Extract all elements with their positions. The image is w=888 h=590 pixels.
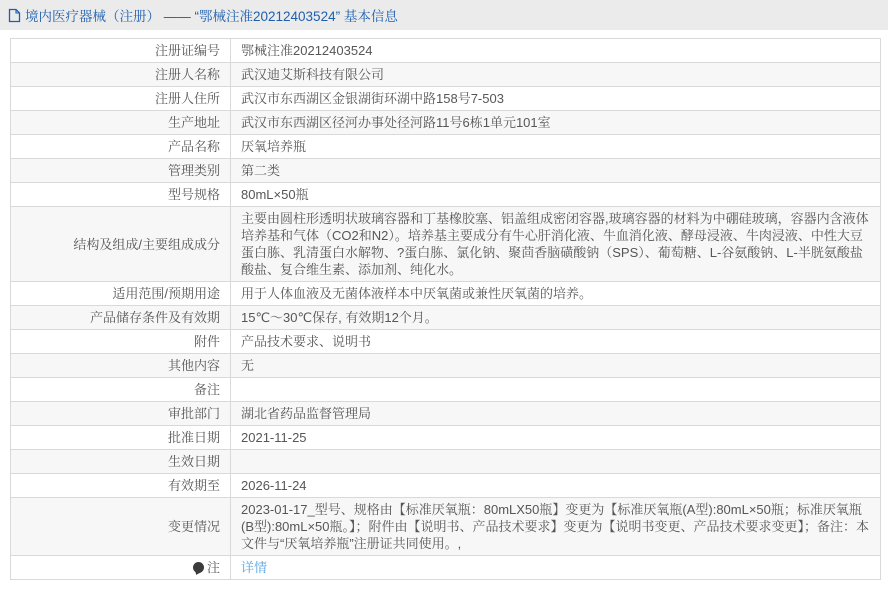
table-row bbox=[11, 87, 881, 111]
row-value: 武汉迪艾斯科技有限公司 bbox=[231, 63, 881, 87]
row-label: 生效日期 bbox=[11, 450, 231, 474]
row-value: 产品技术要求、说明书 bbox=[231, 330, 881, 354]
row-label: 变更情况 bbox=[11, 498, 231, 556]
row-label: 注 bbox=[11, 556, 231, 580]
document-icon bbox=[8, 8, 21, 23]
row-label: 生产地址 bbox=[11, 111, 231, 135]
row-label: 批准日期 bbox=[11, 426, 231, 450]
table-row bbox=[11, 426, 881, 450]
table-row bbox=[11, 474, 881, 498]
table-row bbox=[11, 556, 881, 580]
row-value: 湖北省药品监督管理局 bbox=[231, 402, 881, 426]
row-value: 15℃～30℃保存, 有效期12个月。 bbox=[231, 306, 881, 330]
page-title: 境内医疗器械（注册） —— “鄂械注准20212403524” 基本信息 bbox=[25, 9, 398, 24]
table-row bbox=[11, 402, 881, 426]
row-label: 产品名称 bbox=[11, 135, 231, 159]
row-value: 2021-11-25 bbox=[231, 426, 881, 450]
row-label: 产品储存条件及有效期 bbox=[11, 306, 231, 330]
table-row bbox=[11, 135, 881, 159]
page-header bbox=[0, 0, 888, 30]
table-row bbox=[11, 207, 881, 282]
row-label: 注册证编号 bbox=[11, 39, 231, 63]
table-row bbox=[11, 63, 881, 87]
row-label: 结构及组成/主要组成成分 bbox=[11, 207, 231, 282]
row-label: 注册人住所 bbox=[11, 87, 231, 111]
row-value: 厌氧培养瓶 bbox=[231, 135, 881, 159]
row-value: 无 bbox=[231, 354, 881, 378]
row-value: 80mL×50瓶 bbox=[231, 183, 881, 207]
table-row bbox=[11, 306, 881, 330]
row-label: 有效期至 bbox=[11, 474, 231, 498]
table-row bbox=[11, 159, 881, 183]
table-row bbox=[11, 39, 881, 63]
row-label: 适用范围/预期用途 bbox=[11, 282, 231, 306]
row-value: 主要由圆柱形透明状玻璃容器和丁基橡胶塞、铝盖组成密闭容器,玻璃容器的材料为中硼硅玻璃，容器内含液体培养基和气体（CO2和N2）。培养基主要成分有牛心肝消化液、牛血消化液、酵母浸液、牛肉浸液、中性大豆蛋白胨、乳清蛋白水解物、?蛋白胨、氯化钠、聚茴香脑磺酸钠（SPS）、葡萄糖、L-谷氨酸钠、L-半胱氨酸盐酸盐、复合维生素、添加剂、纯化水。 bbox=[231, 207, 881, 282]
info-table-body bbox=[11, 39, 881, 580]
row-value bbox=[231, 556, 881, 580]
row-value bbox=[231, 378, 881, 402]
row-value: 2026-11-24 bbox=[231, 474, 881, 498]
row-value: 武汉市东西湖区金银湖街环湖中路158号7-503 bbox=[231, 87, 881, 111]
row-label: 管理类别 bbox=[11, 159, 231, 183]
table-row bbox=[11, 111, 881, 135]
row-value: 2023-01-17_型号、规格由【标准厌氧瓶：80mLX50瓶】变更为【标准厌氧瓶(A型):80mL×50瓶；标准厌氧瓶(B型):80mL×50瓶。】；附件由【说明书、产品技术要求】变更为【说明书变更、产品技术要求变更】；备注：本文件与“厌氧培养瓶”注册证共同使用。, bbox=[231, 498, 881, 556]
table-row bbox=[11, 450, 881, 474]
row-value: 武汉市东西湖区径河办事处径河路11号6栋1单元101室 bbox=[231, 111, 881, 135]
row-label: 备注 bbox=[11, 378, 231, 402]
row-value bbox=[231, 450, 881, 474]
row-label: 注册人名称 bbox=[11, 63, 231, 87]
table-row bbox=[11, 498, 881, 556]
row-label: 型号规格 bbox=[11, 183, 231, 207]
table-row bbox=[11, 183, 881, 207]
note-icon bbox=[193, 562, 204, 573]
row-value: 用于人体血液及无菌体液样本中厌氧菌或兼性厌氧菌的培养。 bbox=[231, 282, 881, 306]
detail-link[interactable]: 详情 bbox=[241, 560, 268, 575]
table-row bbox=[11, 354, 881, 378]
row-label: 审批部门 bbox=[11, 402, 231, 426]
row-label: 附件 bbox=[11, 330, 231, 354]
row-value: 鄂械注准20212403524 bbox=[231, 39, 881, 63]
table-row bbox=[11, 282, 881, 306]
registration-info-table bbox=[10, 38, 881, 580]
table-row bbox=[11, 378, 881, 402]
row-value: 第二类 bbox=[231, 159, 881, 183]
row-label: 其他内容 bbox=[11, 354, 231, 378]
table-row bbox=[11, 330, 881, 354]
